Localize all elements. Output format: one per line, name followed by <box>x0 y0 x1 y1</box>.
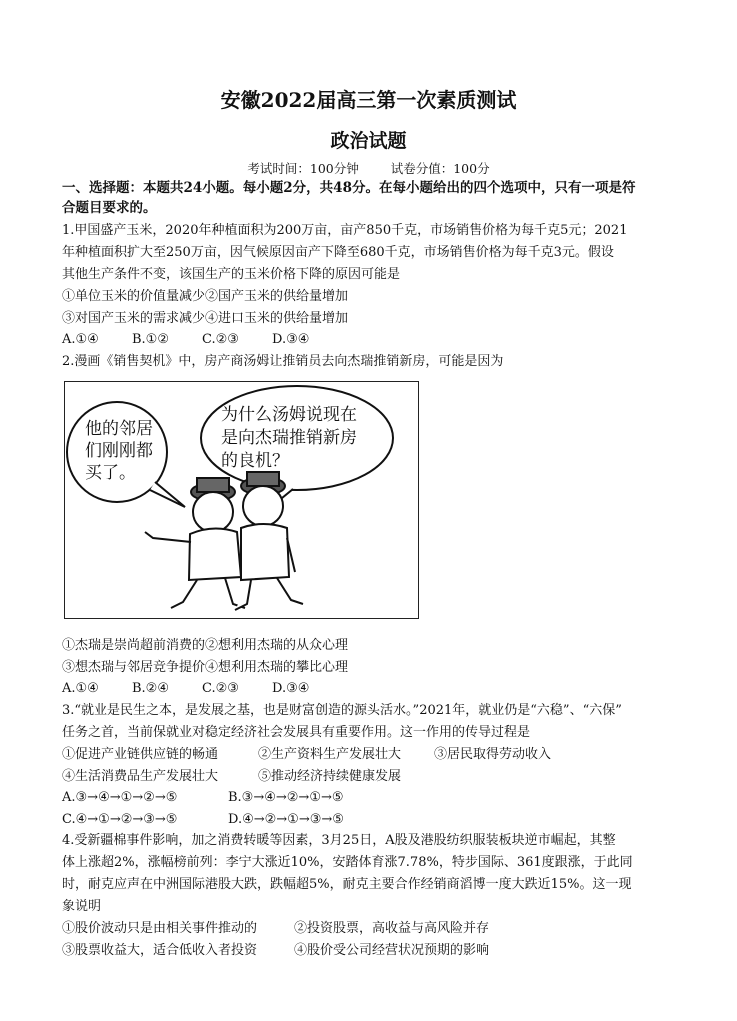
speech-bubble-left <box>67 402 185 507</box>
exam-time: 考试时间：100分钟 <box>247 161 359 176</box>
q1-option-line2: ③对国产玉米的需求减少④进口玉米的供给量增加 <box>62 311 349 326</box>
q2-choice-c: C.②③ <box>202 681 239 696</box>
q1-choices <box>62 331 682 348</box>
q3-stem-line2: 任务之首，当前保就业对稳定经济社会发展具有重要作用。这一作用的传导过程是 <box>62 725 531 740</box>
q2-choice-b: B.②④ <box>132 681 169 696</box>
q4-stem-line1: 4.受新疆棉事件影响，加之消费转暖等因素，3月25日，A股及港股纺织服装板块逆市崛起，其整 <box>62 833 616 848</box>
exam-score: 试卷分值：100分 <box>390 161 490 176</box>
q1-option-line1: ①单位玉米的价值量减少②国产玉米的供给量增加 <box>62 289 349 304</box>
q3-choice-a: A.③→④→①→②→⑤ <box>62 790 178 805</box>
q3-choices-row2 <box>62 811 682 828</box>
q2-choices <box>62 680 682 697</box>
q3-item-5: ⑤推动经济持续健康发展 <box>258 769 402 784</box>
q4-option-3: ③股票收益大，适合低收入者投资 <box>62 943 258 958</box>
q4-option-2: ②投资股票，高收益与高风险并存 <box>294 921 490 936</box>
q3-item-4: ④生活消费品生产发展壮大 <box>62 769 219 784</box>
section-header-line1: 一、选择题：本题共24小题。每小题2分，共48分。在每小题给出的四个选项中，只有一项是符 <box>62 180 636 196</box>
q1-stem-line3: 其他生产条件不变，该国生产的玉米价格下降的原因可能是 <box>62 267 401 282</box>
q3-item-2: ②生产资料生产发展壮大 <box>258 747 402 762</box>
q4-options-row1 <box>62 920 682 937</box>
q3-stem-line1: 3.“就业是民生之本，是发展之基，也是财富创造的源头活水。”2021年，就业仍是“六稳”、“六保” <box>62 703 622 718</box>
q1-choice-c: C.②③ <box>202 332 239 347</box>
q2-option-line2: ③想杰瑞与邻居竞争提价④想利用杰瑞的攀比心理 <box>62 660 349 675</box>
q1-stem-line2: 年种植面积扩大至250万亩，因气候原因亩产下降至680千克，市场销售价格为每千克3元。假设 <box>62 245 614 260</box>
section-header-line2: 合题目要求的。 <box>62 200 157 216</box>
q4-stem-line2: 体上涨超2%，涨幅榜前列：李宁大涨近10%，安踏体育涨7.78%，特步国际、361度跟涨，于此同 <box>62 855 633 870</box>
exam-meta <box>0 159 737 177</box>
q1-choice-b: B.①② <box>132 332 169 347</box>
q3-item-1: ①促进产业链供应链的畅通 <box>62 747 219 762</box>
q2-choice-a: A.①④ <box>62 681 99 696</box>
q3-choice-b: B.③→④→②→①→⑤ <box>228 790 344 805</box>
q3-items-row1 <box>62 746 682 763</box>
bubble-right-line3: 的良机？ <box>221 451 289 471</box>
q3-item-3: ③居民取得劳动收入 <box>434 747 552 762</box>
q2-stem-line1: 2.漫画《销售契机》中，房产商汤姆让推销员去向杰瑞推销新房，可能是因为 <box>62 354 504 369</box>
sales-cartoon <box>64 381 419 619</box>
q4-stem-line3: 时，耐克应声在中洲国际港股大跌，跌幅超5%，耐克主要合作经销商滔博一度大跌近15%。这一现 <box>62 877 632 892</box>
q4-option-4: ④股价受公司经营状况预期的影响 <box>294 943 490 958</box>
bubble-left-line1: 他的邻居 <box>85 419 153 439</box>
q1-stem-line1: 1.甲国盛产玉米，2020年种植面积为200万亩，亩产850千克，市场销售价格为每千克5元；2021 <box>62 223 628 238</box>
q1-choice-d: D.③④ <box>272 332 310 347</box>
q4-stem-line4: 象说明 <box>62 899 102 914</box>
q1-choice-a: A.①④ <box>62 332 99 347</box>
q4-option-1: ①股价波动只是由相关事件推动的 <box>62 921 258 936</box>
q3-choice-d: D.④→②→①→③→⑤ <box>228 812 344 827</box>
bubble-left-line3: 买了。 <box>85 463 136 483</box>
q3-choices-row1 <box>62 789 682 806</box>
bubble-right-line2: 是向杰瑞推销新房 <box>221 428 357 448</box>
q2-choice-d: D.③④ <box>272 681 310 696</box>
q2-option-line1: ①杰瑞是崇尚超前消费的②想利用杰瑞的从众心理 <box>62 638 349 653</box>
q3-choice-c: C.④→①→②→③→⑤ <box>62 812 178 827</box>
page-title: 安徽2022届高三第一次素质测试 <box>220 88 517 112</box>
bubble-right-line1: 为什么汤姆说现在 <box>221 405 357 425</box>
q3-items-row2 <box>62 768 682 785</box>
bubble-left-line2: 们刚刚都 <box>85 441 153 461</box>
page-subtitle: 政治试题 <box>330 130 407 152</box>
q4-options-row2 <box>62 942 682 959</box>
